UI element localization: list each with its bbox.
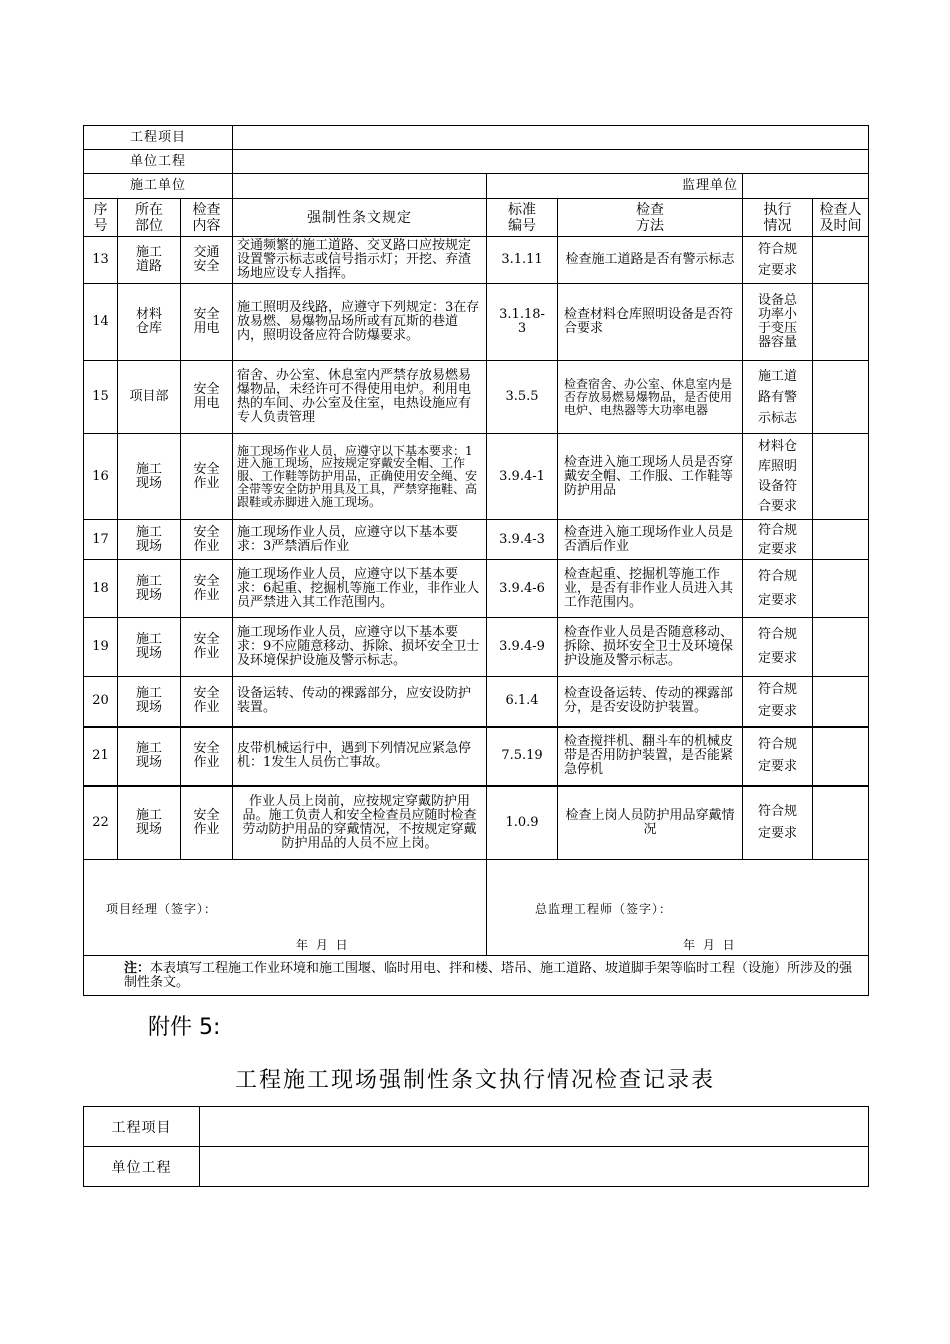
unit-project-value[interactable]	[233, 150, 869, 174]
row-method: 检查施工道路是否有警示标志	[558, 237, 743, 284]
row-code: 3.1.18- 3	[487, 284, 558, 361]
row-method: 检查材料仓库照明设备是否符合要求	[558, 284, 743, 361]
row-location: 施工 道路	[118, 237, 181, 284]
second-form-table	[83, 1106, 869, 1187]
row-seq: 18	[84, 560, 118, 618]
table-row	[84, 237, 869, 284]
row-rule: 作业人员上岗前，应按规定穿戴防护用品。施工负责人和安全检查员应随时检查劳动防护用品的穿戴情况，不按规定穿戴防护用品的人员不应上岗。	[233, 786, 487, 860]
row-execution: 施工道 路有警 示标志	[743, 361, 813, 434]
chief-supervisor-signature-cell[interactable]	[487, 860, 869, 956]
row-seq: 16	[84, 434, 118, 520]
row-seq: 21	[84, 727, 118, 786]
row-execution: 符合规 定要求	[743, 237, 813, 284]
row-inspector[interactable]	[813, 361, 869, 434]
row-rule: 施工现场作业人员，应遵守以下基本要求：1进入施工现场，应按规定穿戴安全帽、工作服、工作鞋等防护用品，正确使用安全绳、安全带等安全防护用具及工具，严禁穿拖鞋、高跟鞋或赤脚进入施工现场。	[233, 434, 487, 520]
row-location: 施工 现场	[118, 786, 181, 860]
second-unit-project-value[interactable]	[200, 1147, 869, 1187]
row-rule: 宿舍、办公室、休息室内严禁存放易燃易爆物品，未经许可不得使用电炉。利用电热的车间、办公室及住室，电热设施应有专人负责管理	[233, 361, 487, 434]
table-row	[84, 560, 869, 618]
row-location: 施工 现场	[118, 434, 181, 520]
row-seq: 15	[84, 361, 118, 434]
supervision-unit-value[interactable]	[743, 174, 869, 199]
col-rule: 强制性条文规定	[233, 199, 487, 237]
row-rule: 施工现场作业人员，应遵守以下基本要求：6起重、挖掘机等施工作业，非作业人员严禁进入其工作范围内。	[233, 560, 487, 618]
row-content: 安全 用电	[181, 361, 233, 434]
row-location: 施工 现场	[118, 520, 181, 560]
row-location: 施工 现场	[118, 727, 181, 786]
row-execution: 符合规 定要求	[743, 520, 813, 560]
construction-unit-value[interactable]	[233, 174, 487, 199]
signature-row	[84, 860, 869, 956]
column-header-row	[84, 199, 869, 237]
second-unit-project-label: 单位工程	[84, 1147, 200, 1187]
note-text: 本表填写工程施工作业环境和施工围堰、临时用电、拌和楼、塔吊、施工道路、坡道脚手架等临时工程（设施）所涉及的强制性条文。	[124, 960, 853, 990]
row-execution: 设备总 功率小 于变压 器容量	[743, 284, 813, 361]
row-method: 检查起重、挖掘机等施工作业，是否有非作业人员进入其工作范围内。	[558, 560, 743, 618]
note-row	[84, 956, 869, 996]
chief-supervisor-signature-label: 总监理工程师（签字）：	[535, 902, 673, 916]
row-content: 安全 用电	[181, 284, 233, 361]
row-content: 安全 作业	[181, 618, 233, 677]
row-code: 3.9.4-6	[487, 560, 558, 618]
row-code: 3.5.5	[487, 361, 558, 434]
row-code: 3.9.4-9	[487, 618, 558, 677]
row-rule: 设备运转、传动的裸露部分，应安设防护装置。	[233, 677, 487, 727]
row-code: 3.9.4-1	[487, 434, 558, 520]
col-execution: 执行 情况	[743, 199, 813, 237]
construction-unit-label: 施工单位	[84, 174, 233, 199]
row-code: 1.0.9	[487, 786, 558, 860]
row-rule: 施工现场作业人员，应遵守以下基本要求：9不应随意移动、拆除、损坏安全卫士及环境保护设施及警示标志。	[233, 618, 487, 677]
table-row	[84, 677, 869, 727]
row-inspector[interactable]	[813, 434, 869, 520]
row-location: 施工 现场	[118, 677, 181, 727]
row-code: 3.9.4-3	[487, 520, 558, 560]
supervision-unit-label: 监理单位	[487, 174, 743, 199]
unit-project-label: 单位工程	[84, 150, 233, 174]
row-content: 安全 作业	[181, 434, 233, 520]
col-seq: 序 号	[84, 199, 118, 237]
row-rule: 皮带机械运行中，遇到下列情况应紧急停机：1发生人员伤亡事故。	[233, 727, 487, 786]
table-row	[84, 434, 869, 520]
row-seq: 20	[84, 677, 118, 727]
col-location: 所在 部位	[118, 199, 181, 237]
row-execution: 符合规 定要求	[743, 727, 813, 786]
row-location: 项目部	[118, 361, 181, 434]
row-method: 检查进入施工现场作业人员是否酒后作业	[558, 520, 743, 560]
attachment-label: 附件 5:	[148, 1015, 221, 1040]
row-inspector[interactable]	[813, 284, 869, 361]
row-execution: 符合规 定要求	[743, 677, 813, 727]
col-code: 标准 编号	[487, 199, 558, 237]
row-method: 检查搅拌机、翻斗车的机械皮带是否用防护装置，是否能紧急停机	[558, 727, 743, 786]
row-inspector[interactable]	[813, 520, 869, 560]
row-inspector[interactable]	[813, 786, 869, 860]
manager-signature-cell[interactable]	[84, 860, 487, 956]
chief-supervisor-date: 年 月 日	[683, 938, 737, 952]
form-title: 工程施工现场强制性条文执行情况检查记录表	[234, 1068, 715, 1093]
row-method: 检查上岗人员防护用品穿戴情况	[558, 786, 743, 860]
row-inspector[interactable]	[813, 560, 869, 618]
row-content: 交通 安全	[181, 237, 233, 284]
row-method: 检查宿舍、办公室、休息室内是否存放易燃易爆物品，是否使用电炉、电热器等大功率电器	[558, 361, 743, 434]
table-note	[84, 956, 869, 996]
row-execution: 符合规 定要求	[743, 560, 813, 618]
row-code: 6.1.4	[487, 677, 558, 727]
row-content: 安全 作业	[181, 677, 233, 727]
row-inspector[interactable]	[813, 727, 869, 786]
row-code: 3.1.11	[487, 237, 558, 284]
manager-date: 年 月 日	[296, 938, 350, 952]
row-inspector[interactable]	[813, 677, 869, 727]
inspection-table	[83, 125, 869, 996]
row-seq: 13	[84, 237, 118, 284]
row-seq: 19	[84, 618, 118, 677]
table-row	[84, 618, 869, 677]
second-project-value[interactable]	[200, 1107, 869, 1147]
row-seq: 14	[84, 284, 118, 361]
row-rule: 施工照明及线路，应遵守下列规定：3在存放易燃、易爆物品场所或有瓦斯的巷道内，照明设备应符合防爆要求。	[233, 284, 487, 361]
row-method: 检查设备运转、传动的裸露部分，是否安设防护装置。	[558, 677, 743, 727]
row-method: 检查进入施工现场人员是否穿戴安全帽、工作服、工作鞋等防护用品	[558, 434, 743, 520]
col-content: 检查 内容	[181, 199, 233, 237]
row-seq: 22	[84, 786, 118, 860]
row-content: 安全 作业	[181, 727, 233, 786]
col-method: 检查 方法	[558, 199, 743, 237]
table-row	[84, 284, 869, 361]
row-execution: 符合规 定要求	[743, 786, 813, 860]
row-content: 安全 作业	[181, 786, 233, 860]
row-rule: 交通频繁的施工道路、交叉路口应按规定设置警示标志或信号指示灯；开挖、弃渣场地应设专人指挥。	[233, 237, 487, 284]
table-row	[84, 520, 869, 560]
row-code: 7.5.19	[487, 727, 558, 786]
note-prefix: 注：	[124, 960, 151, 976]
row-rule: 施工现场作业人员，应遵守以下基本要求：3严禁酒后作业	[233, 520, 487, 560]
row-location: 施工 现场	[118, 618, 181, 677]
second-project-label: 工程项目	[84, 1107, 200, 1147]
table-row	[84, 786, 869, 860]
row-inspector[interactable]	[813, 237, 869, 284]
row-seq: 17	[84, 520, 118, 560]
manager-signature-label: 项目经理（签字）：	[106, 902, 218, 916]
project-label: 工程项目	[84, 126, 233, 150]
row-location: 施工 现场	[118, 560, 181, 618]
table-row	[84, 361, 869, 434]
col-inspector: 检查人 及时间	[813, 199, 869, 237]
row-method: 检查作业人员是否随意移动、拆除、损坏安全卫士及环境保护设施及警示标志。	[558, 618, 743, 677]
row-execution: 符合规 定要求	[743, 618, 813, 677]
row-execution: 材料仓 库照明 设备符 合要求	[743, 434, 813, 520]
row-inspector[interactable]	[813, 618, 869, 677]
row-content: 安全 作业	[181, 520, 233, 560]
table-row	[84, 727, 869, 786]
row-location: 材料 仓库	[118, 284, 181, 361]
row-content: 安全 作业	[181, 560, 233, 618]
project-value[interactable]	[233, 126, 869, 150]
